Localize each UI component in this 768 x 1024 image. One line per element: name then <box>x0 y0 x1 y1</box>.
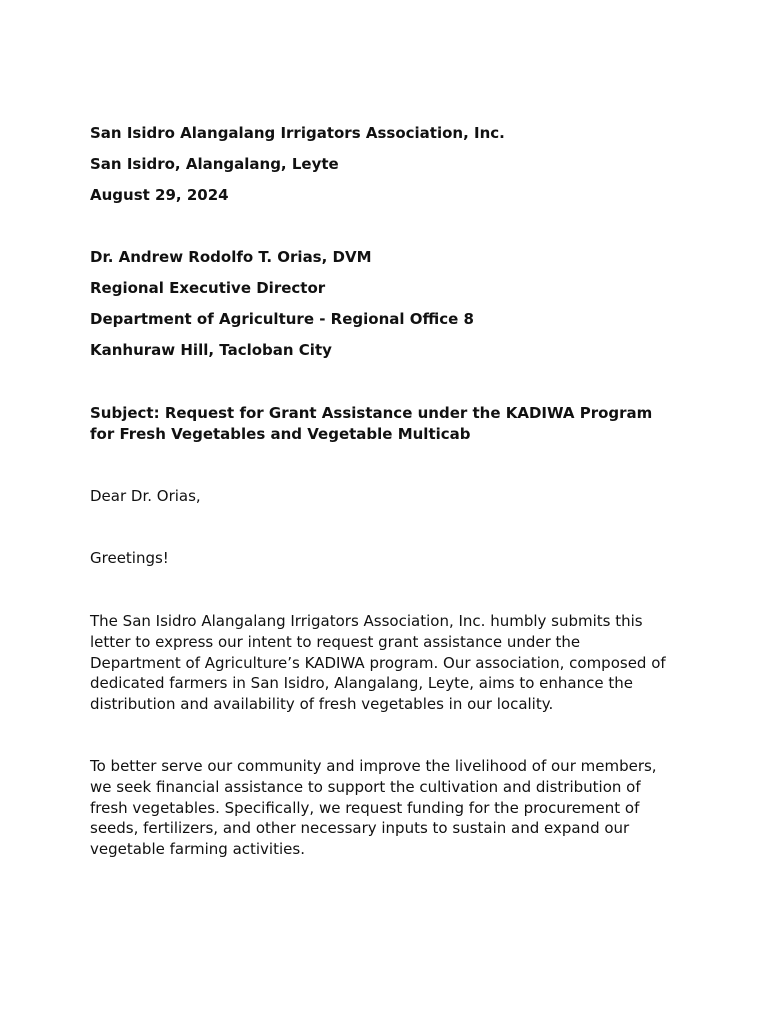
paragraph-line: vegetable farming activities. <box>90 840 305 859</box>
subject-line-1: Subject: Request for Grant Assistance under the KADIWA Program <box>90 404 653 422</box>
salutation: Dear Dr. Orias, <box>90 487 201 505</box>
body-paragraph-2 <box>90 756 680 860</box>
paragraph-line: Department of Agriculture’s KADIWA program. Our association, composed of <box>90 653 666 672</box>
paragraph-line: The San Isidro Alangalang Irrigators Association, Inc. humbly submits this <box>90 612 643 630</box>
paragraph-line: seeds, fertilizers, and other necessary inputs to sustain and expand our <box>90 819 630 838</box>
paragraph-line: letter to express our intent to request grant assistance under the <box>90 632 581 651</box>
recipient-title: Regional Executive Director <box>90 279 326 297</box>
body-paragraph-1 <box>90 611 680 715</box>
sender-organization: San Isidro Alangalang Irrigators Association, Inc. <box>90 124 505 142</box>
recipient-address: Kanhuraw Hill, Tacloban City <box>90 341 332 359</box>
recipient-name: Dr. Andrew Rodolfo T. Orias, DVM <box>90 248 372 266</box>
paragraph-line: distribution and availability of fresh vegetables in our locality. <box>90 695 554 714</box>
paragraph-line: To better serve our community and improve the livelihood of our members, <box>90 757 657 775</box>
recipient-office: Department of Agriculture - Regional Office 8 <box>90 310 474 328</box>
letter-date: August 29, 2024 <box>90 186 229 204</box>
sender-address: San Isidro, Alangalang, Leyte <box>90 155 339 173</box>
subject-line-2: for Fresh Vegetables and Vegetable Multicab <box>90 425 471 443</box>
paragraph-line: fresh vegetables. Specifically, we request funding for the procurement of <box>90 798 640 817</box>
greeting: Greetings! <box>90 549 169 567</box>
paragraph-line: dedicated farmers in San Isidro, Alangalang, Leyte, aims to enhance the <box>90 674 633 693</box>
paragraph-line: we seek financial assistance to support the cultivation and distribution of <box>90 777 641 796</box>
